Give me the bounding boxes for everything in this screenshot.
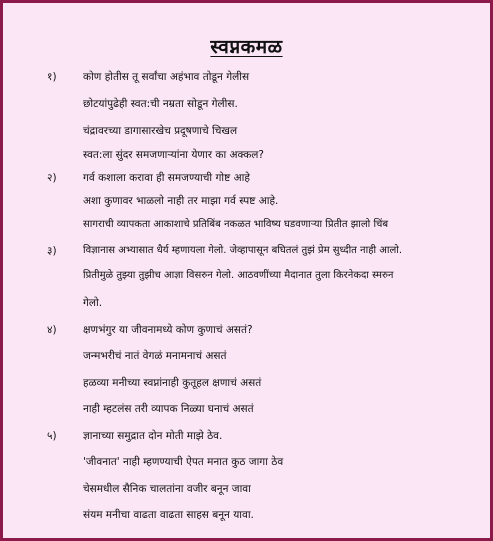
stanza-number: १) [47, 71, 57, 83]
stanza-number: ३) [47, 245, 57, 257]
poem-line: चेसमधील सैनिक चालतांना वजीर बनून जावा [83, 483, 251, 495]
poem-line: स्वत:ला सुंदर समजणाऱ्यांना येणार का अक्कल? [83, 149, 264, 161]
poem-line: प्रितीमुळे तुझ्या तुझीच आज्ञा विसरुन गेलो. आठवणींच्या मैदानात तुला किरनेकदा स्मरुन [83, 270, 394, 281]
poem-line: अशा कुणावर भाळलो नाही तर माझा गर्व स्पष्ट आहे. [83, 195, 279, 207]
poem-line: नाही म्हटलंस तरी व्यापक निळ्या घनाचं असतं [83, 403, 254, 415]
poem-title: स्वप्नकमळ [210, 36, 283, 58]
poem-line: चंद्रावरच्या डागासारखेच प्रदूषणाचे चिखल [83, 125, 238, 137]
poem-line: संयम मनीचा वाढता वाढता साहस बनून यावा. [83, 509, 254, 521]
poem-line: गेलो. [83, 297, 103, 309]
stanza-number: २) [47, 172, 57, 184]
poem-line: जन्मभरीचं नातं वेगळं मनामनाचं असतं [83, 350, 227, 362]
poem-line: ज्ञानाच्या समुद्रात दोन मोती माझे ठेव. [83, 430, 223, 442]
poem-line: गर्व कशाला करावा ही समजण्याची गोष्ट आहे [83, 172, 250, 184]
poem-line: कोण होतीस तू सर्वांचा अहंभाव तोडून गेलीस [83, 71, 250, 83]
stanza-number: ५) [47, 430, 57, 442]
poem-line: सागराची व्यापकता आकाशाचे प्रतिबिंब नकळत भाविष्य घडवणाऱ्या प्रितीत झालो चिंब [83, 219, 389, 230]
poem-line: छोटयांपुढेही स्वत:ची नम्रता सोडून गेलीस. [83, 98, 238, 110]
poem-line: 'जीवनात' नाही म्हणण्याची ऐपत मनात कुठ जागा ठेव [83, 456, 284, 468]
poem-line: विज्ञानास अभ्यासात धैर्य म्हणायला गेलो. जेव्हापासून बघितलं तुझं प्रेम सुध्दीत नाही आलो. [83, 245, 403, 256]
stanza-number: ४) [47, 324, 57, 336]
poem-line: हळव्या मनीच्या स्वप्नांनाही कुतूहल क्षणाचं असतं [83, 377, 262, 389]
poem-line: क्षणभंगुर या जीवनामध्ये कोण कुणाचं असतं? [83, 324, 253, 336]
